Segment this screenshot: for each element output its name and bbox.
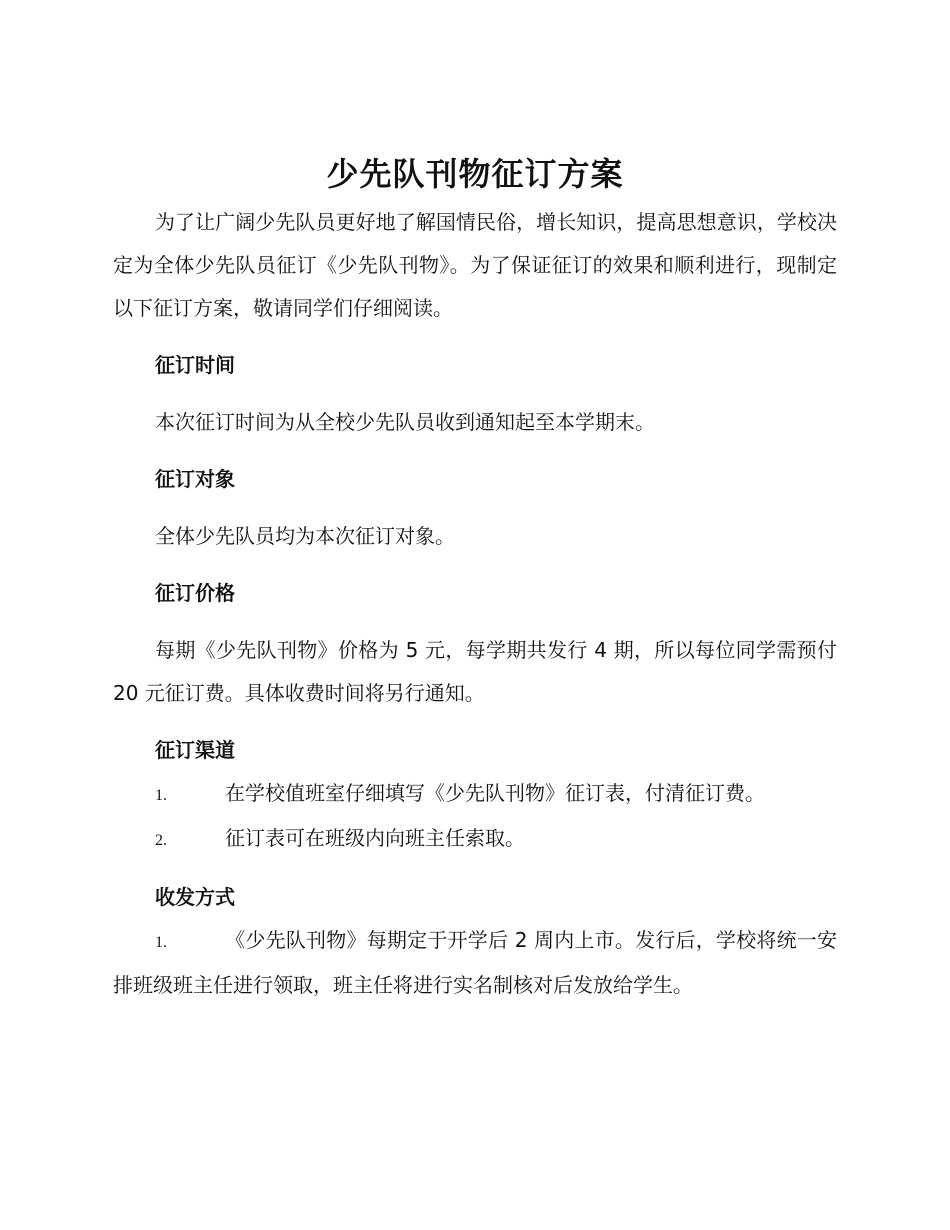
list-item-number: 1. [155,787,167,804]
document-page [113,150,837,1007]
list-item [113,772,837,817]
section-heading-time: 征订时间 [155,353,235,377]
section-heading-delivery: 收发方式 [155,885,235,909]
section-heading-price: 征订价格 [155,581,235,605]
section-body-target: 全体少先队员均为本次征订对象。 [155,524,455,548]
list-item-number: 2. [155,832,167,849]
document-title: 少先队刊物征订方案 [326,155,624,193]
list-item [113,817,837,862]
list-item-text: 在学校值班室仔细填写《少先队刊物》征订表，付清征订费。 [225,781,765,805]
section-body-time: 本次征订时间为从全校少先队员收到通知起至本学期末。 [155,410,655,434]
list-item [113,919,837,1007]
section-heading-channel: 征订渠道 [155,738,235,762]
list-item-number: 1. [155,934,167,951]
section-body-price: 每期《少先队刊物》价格为 5 元，每学期共发行 4 期，所以每位同学需预付 20 元征订费。具体收费时间将另行通知。 [113,638,837,705]
section-heading-target: 征订对象 [155,467,235,491]
list-item-text: 《少先队刊物》每期定于开学后 2 周内上市。发行后，学校将统一安排班级班主任进行领取，班主任将进行实名制核对后发放给学生。 [113,928,837,997]
intro-paragraph: 为了让广阔少先队员更好地了解国情民俗，增长知识，提高思想意识，学校决定为全体少先队员征订《少先队刊物》。为了保证征订的效果和顺利进行，现制定以下征订方案，敬请同学们仔细阅读。 [113,210,837,320]
list-item-text: 征订表可在班级内向班主任索取。 [225,826,525,850]
